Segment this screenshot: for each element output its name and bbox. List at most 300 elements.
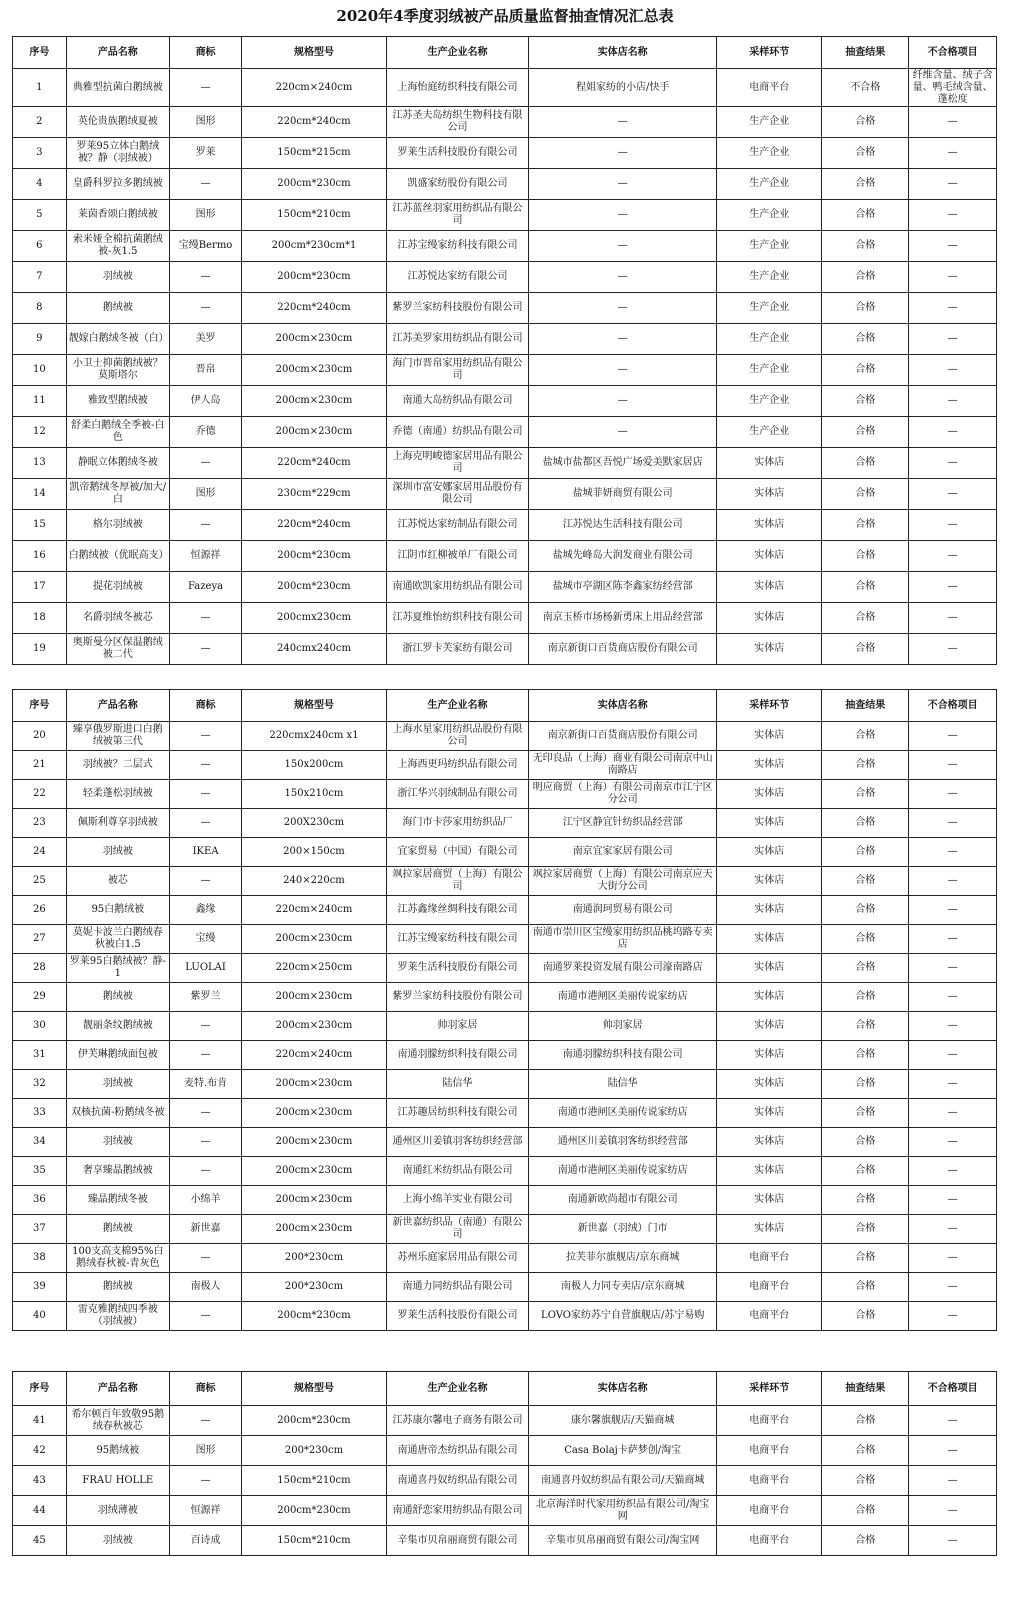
cell-specification: 150cm*215cm [242, 138, 387, 169]
cell-store-name: 南通新欧尚超市有限公司 [529, 1186, 717, 1215]
cell-product-name: 索米娅全棉抗菌鹅绒被-灰1.5 [66, 231, 169, 262]
cell-failed-items: — [909, 448, 997, 479]
cell-serial-no: 22 [13, 780, 67, 809]
table-row [13, 1041, 997, 1070]
table-row [13, 634, 997, 665]
cell-sampling-stage: 实体店 [717, 867, 822, 896]
cell-trademark: 图形 [169, 1436, 241, 1466]
cell-trademark: — [169, 448, 241, 479]
cell-failed-items: — [909, 1099, 997, 1128]
cell-product-name: 白鹅绒被（优眠高支） [66, 541, 169, 572]
cell-sampling-stage: 电商平台 [717, 1302, 822, 1331]
cell-failed-items: — [909, 1215, 997, 1244]
cell-product-name: 羽绒被 [66, 1526, 169, 1556]
header-manufacturer: 生产企业名称 [386, 37, 528, 69]
cell-trademark: — [169, 722, 241, 751]
cell-store-name: 盐城市盐都区吾悦广场爱美默家居店 [529, 448, 717, 479]
cell-serial-no: 24 [13, 838, 67, 867]
cell-failed-items: — [909, 603, 997, 634]
inspection-table-part-2 [12, 689, 997, 1331]
cell-product-name: 95白鹅绒被 [66, 896, 169, 925]
cell-product-name: 鹅绒被 [66, 1273, 169, 1302]
cell-product-name: 佩斯利尊享羽绒被 [66, 809, 169, 838]
cell-trademark: 恒源祥 [169, 541, 241, 572]
cell-trademark: — [169, 1012, 241, 1041]
cell-manufacturer: 江苏夏维怡纺织科技有限公司 [386, 603, 528, 634]
cell-store-name: 北京海洋时代家用纺织品有限公司/淘宝网 [529, 1496, 717, 1526]
table-row [13, 722, 997, 751]
cell-result: 合格 [822, 896, 909, 925]
cell-sampling-stage: 实体店 [717, 479, 822, 510]
cell-product-name: 罗莱95立体白鹅绒被？静（羽绒被） [66, 138, 169, 169]
cell-trademark: 罗莱 [169, 138, 241, 169]
header-sampling-stage: 采样环节 [717, 37, 822, 69]
cell-sampling-stage: 生产企业 [717, 262, 822, 293]
table-row [13, 1215, 997, 1244]
cell-failed-items: — [909, 809, 997, 838]
cell-store-name: 辛集市贝帛丽商贸有限公司/淘宝网 [529, 1526, 717, 1556]
cell-serial-no: 36 [13, 1186, 67, 1215]
cell-failed-items: — [909, 1186, 997, 1215]
table-row [13, 983, 997, 1012]
cell-product-name: 靓嫁白鹅绒冬被（白） [66, 324, 169, 355]
cell-manufacturer: 辛集市贝帛丽商贸有限公司 [386, 1526, 528, 1556]
cell-specification: 200cm×230cm [242, 1186, 387, 1215]
cell-manufacturer: 南通羽朦纺织科技有限公司 [386, 1041, 528, 1070]
cell-trademark: — [169, 751, 241, 780]
cell-store-name: 拉芙菲尔旗舰店/京东商城 [529, 1244, 717, 1273]
cell-product-name: 羽绒被 [66, 1128, 169, 1157]
cell-sampling-stage: 实体店 [717, 983, 822, 1012]
cell-serial-no: 26 [13, 896, 67, 925]
cell-sampling-stage: 实体店 [717, 896, 822, 925]
cell-manufacturer: 江苏圣夫岛纺织生物科技有限公司 [386, 107, 528, 138]
cell-serial-no: 4 [13, 169, 67, 200]
cell-sampling-stage: 实体店 [717, 1099, 822, 1128]
cell-result: 合格 [822, 751, 909, 780]
cell-store-name: LOVO家纺苏宁自营旗舰店/苏宁易购 [529, 1302, 717, 1331]
cell-manufacturer: 陆信华 [386, 1070, 528, 1099]
cell-failed-items: — [909, 954, 997, 983]
cell-result: 合格 [822, 603, 909, 634]
cell-product-name: 小卫士抑菌鹅绒被？莫斯塔尔 [66, 355, 169, 386]
cell-result: 合格 [822, 1496, 909, 1526]
cell-failed-items: — [909, 838, 997, 867]
cell-store-name: 通州区川姜镇羽客纺织经营部 [529, 1128, 717, 1157]
cell-serial-no: 44 [13, 1496, 67, 1526]
cell-serial-no: 9 [13, 324, 67, 355]
cell-trademark: 紫罗兰 [169, 983, 241, 1012]
header-sampling-stage: 采样环节 [717, 1372, 822, 1406]
cell-failed-items: — [909, 1157, 997, 1186]
cell-product-name: 罗莱95白鹅绒被？静-1 [66, 954, 169, 983]
cell-result: 合格 [822, 780, 909, 809]
cell-product-name: 鹅绒被 [66, 293, 169, 324]
cell-manufacturer: 江苏宝缦家纺科技有限公司 [386, 231, 528, 262]
cell-serial-no: 43 [13, 1466, 67, 1496]
cell-specification: 150x200cm [242, 751, 387, 780]
cell-result: 合格 [822, 1012, 909, 1041]
cell-failed-items: — [909, 572, 997, 603]
cell-failed-items: — [909, 293, 997, 324]
table-row [13, 1302, 997, 1331]
header-trademark: 商标 [169, 1372, 241, 1406]
cell-serial-no: 33 [13, 1099, 67, 1128]
header-serial-no: 序号 [13, 690, 67, 722]
cell-store-name: 南京新街口百货商店股份有限公司 [529, 722, 717, 751]
cell-manufacturer: 上海克明峻德家居用品有限公司 [386, 448, 528, 479]
cell-result: 合格 [822, 1244, 909, 1273]
cell-store-name: 盐城菲妍商贸有限公司 [529, 479, 717, 510]
header-store-name: 实体店名称 [529, 690, 717, 722]
cell-serial-no: 27 [13, 925, 67, 954]
cell-sampling-stage: 生产企业 [717, 169, 822, 200]
cell-manufacturer: 江苏蓝丝羽家用纺织品有限公司 [386, 200, 528, 231]
cell-failed-items: — [909, 510, 997, 541]
cell-specification: 150x210cm [242, 780, 387, 809]
header-product-name: 产品名称 [66, 1372, 169, 1406]
cell-specification: 200*230cm [242, 1273, 387, 1302]
cell-specification: 200cm×230cm [242, 386, 387, 417]
cell-store-name: 南京玉桥市场杨新勇床上用品经营部 [529, 603, 717, 634]
cell-failed-items: — [909, 983, 997, 1012]
header-sampling-stage: 采样环节 [717, 690, 822, 722]
cell-sampling-stage: 实体店 [717, 541, 822, 572]
cell-sampling-stage: 实体店 [717, 603, 822, 634]
cell-trademark: — [169, 169, 241, 200]
cell-result: 合格 [822, 1186, 909, 1215]
cell-result: 合格 [822, 983, 909, 1012]
cell-product-name: 莱茵香颂白鹅绒被 [66, 200, 169, 231]
cell-manufacturer: 南通力同纺织品有限公司 [386, 1273, 528, 1302]
header-manufacturer: 生产企业名称 [386, 1372, 528, 1406]
cell-result: 合格 [822, 1041, 909, 1070]
header-product-name: 产品名称 [66, 37, 169, 69]
table-row [13, 838, 997, 867]
table-row [13, 809, 997, 838]
cell-failed-items: — [909, 867, 997, 896]
cell-result: 合格 [822, 107, 909, 138]
cell-result: 合格 [822, 867, 909, 896]
table-row [13, 1273, 997, 1302]
cell-result: 合格 [822, 1302, 909, 1331]
cell-specification: 240cmx240cm [242, 634, 387, 665]
cell-manufacturer: 江苏宝缦家纺科技有限公司 [386, 925, 528, 954]
cell-trademark: 图形 [169, 479, 241, 510]
cell-specification: 200cm*230cm [242, 1496, 387, 1526]
cell-trademark: — [169, 809, 241, 838]
cell-manufacturer: 上海水星家用纺织品股份有限公司 [386, 722, 528, 751]
cell-sampling-stage: 实体店 [717, 1157, 822, 1186]
cell-product-name: 羽绒薄被 [66, 1496, 169, 1526]
cell-manufacturer: 罗莱生活科技股份有限公司 [386, 1302, 528, 1331]
cell-result: 合格 [822, 169, 909, 200]
cell-serial-no: 7 [13, 262, 67, 293]
cell-store-name: 南京新街口百货商店股份有限公司 [529, 634, 717, 665]
cell-result: 合格 [822, 324, 909, 355]
cell-product-name: 被芯 [66, 867, 169, 896]
table-row [13, 1186, 997, 1215]
cell-sampling-stage: 电商平台 [717, 1244, 822, 1273]
cell-product-name: 羽绒被 [66, 1070, 169, 1099]
cell-product-name: 希尔顿百年致敬95鹅绒春秋被芯 [66, 1406, 169, 1436]
cell-trademark: 宝缦 [169, 925, 241, 954]
cell-store-name: — [529, 107, 717, 138]
cell-store-name: — [529, 200, 717, 231]
cell-result: 不合格 [822, 69, 909, 107]
cell-product-name: 雅致型鹅绒被 [66, 386, 169, 417]
cell-manufacturer: 紫罗兰家纺科技股份有限公司 [386, 983, 528, 1012]
cell-sampling-stage: 实体店 [717, 1128, 822, 1157]
cell-failed-items: — [909, 417, 997, 448]
cell-sampling-stage: 实体店 [717, 722, 822, 751]
cell-trademark: — [169, 1128, 241, 1157]
cell-manufacturer: 上海小绵羊实业有限公司 [386, 1186, 528, 1215]
cell-trademark: Fazeya [169, 572, 241, 603]
table-row [13, 603, 997, 634]
cell-manufacturer: 江苏美罗家用纺织品有限公司 [386, 324, 528, 355]
cell-result: 合格 [822, 838, 909, 867]
cell-sampling-stage: 电商平台 [717, 1436, 822, 1466]
cell-product-name: 提花羽绒被 [66, 572, 169, 603]
cell-serial-no: 8 [13, 293, 67, 324]
cell-serial-no: 6 [13, 231, 67, 262]
cell-specification: 200*230cm [242, 1244, 387, 1273]
cell-serial-no: 19 [13, 634, 67, 665]
cell-product-name: 轻柔蓬松羽绒被 [66, 780, 169, 809]
cell-store-name: 飒拉家居商贸（上海）有限公司南京应天大街分公司 [529, 867, 717, 896]
cell-result: 合格 [822, 1157, 909, 1186]
header-manufacturer: 生产企业名称 [386, 690, 528, 722]
cell-failed-items: — [909, 1273, 997, 1302]
cell-sampling-stage: 实体店 [717, 448, 822, 479]
cell-sampling-stage: 实体店 [717, 954, 822, 983]
cell-result: 合格 [822, 1526, 909, 1556]
cell-store-name: 南通羽朦纺织科技有限公司 [529, 1041, 717, 1070]
cell-result: 合格 [822, 925, 909, 954]
cell-failed-items: — [909, 1406, 997, 1436]
cell-product-name: 格尔羽绒被 [66, 510, 169, 541]
cell-product-name: 臻享俄罗斯进口白鹅绒被第三代 [66, 722, 169, 751]
cell-specification: 200cm*230cm [242, 1406, 387, 1436]
cell-sampling-stage: 生产企业 [717, 355, 822, 386]
cell-failed-items: — [909, 722, 997, 751]
cell-failed-items: — [909, 1070, 997, 1099]
cell-sampling-stage: 实体店 [717, 510, 822, 541]
cell-failed-items: — [909, 925, 997, 954]
cell-result: 合格 [822, 231, 909, 262]
cell-failed-items: — [909, 1244, 997, 1273]
cell-trademark: 麦特.布肯 [169, 1070, 241, 1099]
cell-trademark: 乔德 [169, 417, 241, 448]
cell-store-name: 盐城先峰岛大润发商业有限公司 [529, 541, 717, 572]
cell-specification: 200cm*230cm [242, 541, 387, 572]
cell-result: 合格 [822, 1099, 909, 1128]
cell-product-name: 羽绒被 [66, 838, 169, 867]
cell-serial-no: 18 [13, 603, 67, 634]
cell-store-name: 无印良品（上海）商业有限公司南京中山南路店 [529, 751, 717, 780]
cell-trademark: — [169, 1244, 241, 1273]
cell-serial-no: 1 [13, 69, 67, 107]
table-row [13, 572, 997, 603]
cell-specification: 220cm×250cm [242, 954, 387, 983]
table-row [13, 1526, 997, 1556]
table-row [13, 417, 997, 448]
cell-serial-no: 14 [13, 479, 67, 510]
cell-store-name: — [529, 231, 717, 262]
cell-sampling-stage: 生产企业 [717, 231, 822, 262]
cell-manufacturer: 南通唐帝杰纺织品有限公司 [386, 1436, 528, 1466]
page-title: 2020年4季度羽绒被产品质量监督抽查情况汇总表 [336, 7, 674, 25]
cell-product-name: 鹅绒被 [66, 1215, 169, 1244]
cell-store-name: 南通罗莱投资发展有限公司濠南路店 [529, 954, 717, 983]
cell-specification: 200cm×230cm [242, 1070, 387, 1099]
cell-manufacturer: 通州区川姜镇羽客纺织经营部 [386, 1128, 528, 1157]
cell-store-name: 明应商贸（上海）有限公司南京市江宁区分公司 [529, 780, 717, 809]
cell-sampling-stage: 实体店 [717, 780, 822, 809]
cell-specification: 200cm*230cm [242, 262, 387, 293]
table-row [13, 1406, 997, 1436]
cell-serial-no: 25 [13, 867, 67, 896]
table-row [13, 69, 997, 107]
cell-specification: 220cm×240cm [242, 1041, 387, 1070]
cell-failed-items: — [909, 751, 997, 780]
cell-trademark: — [169, 1041, 241, 1070]
cell-trademark: — [169, 1466, 241, 1496]
table-row [13, 355, 997, 386]
cell-serial-no: 29 [13, 983, 67, 1012]
header-row [13, 690, 997, 722]
header-failed-items: 不合格项目 [909, 690, 997, 722]
cell-specification: 200cm×230cm [242, 417, 387, 448]
cell-manufacturer: 飒拉家居商贸（上海）有限公司 [386, 867, 528, 896]
cell-sampling-stage: 实体店 [717, 1186, 822, 1215]
cell-product-name: 典雅型抗菌白鹅绒被 [66, 69, 169, 107]
cell-serial-no: 2 [13, 107, 67, 138]
cell-sampling-stage: 实体店 [717, 634, 822, 665]
cell-store-name: 南通市崇川区宝缦家用纺织品桃坞路专卖店 [529, 925, 717, 954]
cell-specification: 150cm*210cm [242, 200, 387, 231]
cell-specification: 220cm*240cm [242, 107, 387, 138]
cell-product-name: 奥斯曼分区保温鹅绒被二代 [66, 634, 169, 665]
cell-product-name: 雷克雅鹅绒四季被（羽绒被） [66, 1302, 169, 1331]
cell-result: 合格 [822, 138, 909, 169]
cell-product-name: 奢享臻晶鹅绒被 [66, 1157, 169, 1186]
cell-specification: 200×150cm [242, 838, 387, 867]
cell-store-name: 南京宜家家居有限公司 [529, 838, 717, 867]
table-row [13, 1436, 997, 1466]
cell-product-name: 靓丽条纹鹅绒被 [66, 1012, 169, 1041]
cell-store-name: 南通润珂贸易有限公司 [529, 896, 717, 925]
header-row [13, 1372, 997, 1406]
cell-failed-items: — [909, 1466, 997, 1496]
cell-trademark: 鑫缘 [169, 896, 241, 925]
cell-manufacturer: 江苏鑫缘丝绸科技有限公司 [386, 896, 528, 925]
cell-store-name: 南通喜丹奴纺织品有限公司/天猫商城 [529, 1466, 717, 1496]
cell-sampling-stage: 实体店 [717, 1070, 822, 1099]
header-result: 抽查结果 [822, 37, 909, 69]
cell-serial-no: 42 [13, 1436, 67, 1466]
cell-failed-items: — [909, 1436, 997, 1466]
cell-store-name: 江苏悦达生活科技有限公司 [529, 510, 717, 541]
cell-manufacturer: 南通大岛纺织品有限公司 [386, 386, 528, 417]
cell-store-name: — [529, 138, 717, 169]
cell-trademark: — [169, 510, 241, 541]
cell-sampling-stage: 实体店 [717, 751, 822, 780]
cell-result: 合格 [822, 355, 909, 386]
cell-store-name: 新世嘉（羽绒）门市 [529, 1215, 717, 1244]
header-failed-items: 不合格项目 [909, 1372, 997, 1406]
cell-trademark: 恒源祥 [169, 1496, 241, 1526]
cell-specification: 200cm×230cm [242, 1157, 387, 1186]
cell-product-name: 双核抗菌-粉鹅绒冬被 [66, 1099, 169, 1128]
cell-store-name: 南通市港闸区美丽传说家纺店 [529, 1099, 717, 1128]
header-serial-no: 序号 [13, 1372, 67, 1406]
cell-specification: 220cm*240cm [242, 510, 387, 541]
cell-sampling-stage: 生产企业 [717, 293, 822, 324]
cell-manufacturer: 深圳市富安娜家居用品股份有限公司 [386, 479, 528, 510]
cell-trademark: 新世嘉 [169, 1215, 241, 1244]
cell-store-name: 南极人力同专卖店/京东商城 [529, 1273, 717, 1302]
cell-sampling-stage: 生产企业 [717, 107, 822, 138]
table-row [13, 200, 997, 231]
cell-manufacturer: 江苏趣居纺织科技有限公司 [386, 1099, 528, 1128]
cell-result: 合格 [822, 722, 909, 751]
cell-failed-items: — [909, 169, 997, 200]
cell-sampling-stage: 生产企业 [717, 386, 822, 417]
cell-result: 合格 [822, 200, 909, 231]
cell-specification: 200cm×230cm [242, 1099, 387, 1128]
cell-trademark: 伊人岛 [169, 386, 241, 417]
cell-serial-no: 37 [13, 1215, 67, 1244]
cell-specification: 200cm×230cm [242, 1012, 387, 1041]
table-row [13, 107, 997, 138]
cell-trademark: 晋帛 [169, 355, 241, 386]
cell-failed-items: — [909, 107, 997, 138]
cell-serial-no: 32 [13, 1070, 67, 1099]
cell-product-name: FRAU HOLLE [66, 1466, 169, 1496]
cell-serial-no: 10 [13, 355, 67, 386]
cell-trademark: — [169, 780, 241, 809]
header-serial-no: 序号 [13, 37, 67, 69]
cell-trademark: — [169, 1099, 241, 1128]
cell-specification: 220cm*240cm [242, 448, 387, 479]
cell-manufacturer: 南通舒恋家用纺织品有限公司 [386, 1496, 528, 1526]
cell-manufacturer: 南通欧凯家用纺织品有限公司 [386, 572, 528, 603]
cell-specification: 150cm*210cm [242, 1526, 387, 1556]
cell-result: 合格 [822, 572, 909, 603]
cell-specification: 200cm*230cm [242, 572, 387, 603]
cell-serial-no: 45 [13, 1526, 67, 1556]
cell-serial-no: 23 [13, 809, 67, 838]
table-row [13, 1012, 997, 1041]
cell-failed-items: — [909, 780, 997, 809]
cell-specification: 200cm*230cm*1 [242, 231, 387, 262]
cell-serial-no: 3 [13, 138, 67, 169]
cell-trademark: IKEA [169, 838, 241, 867]
cell-failed-items: — [909, 896, 997, 925]
cell-product-name: 羽绒被？二层式 [66, 751, 169, 780]
cell-result: 合格 [822, 262, 909, 293]
header-result: 抽查结果 [822, 1372, 909, 1406]
cell-product-name: 臻晶鹅绒冬被 [66, 1186, 169, 1215]
cell-result: 合格 [822, 1436, 909, 1466]
cell-result: 合格 [822, 448, 909, 479]
cell-trademark: — [169, 1302, 241, 1331]
table-row [13, 324, 997, 355]
cell-sampling-stage: 电商平台 [717, 1406, 822, 1436]
cell-manufacturer: 上海怡庭纺织科技有限公司 [386, 69, 528, 107]
